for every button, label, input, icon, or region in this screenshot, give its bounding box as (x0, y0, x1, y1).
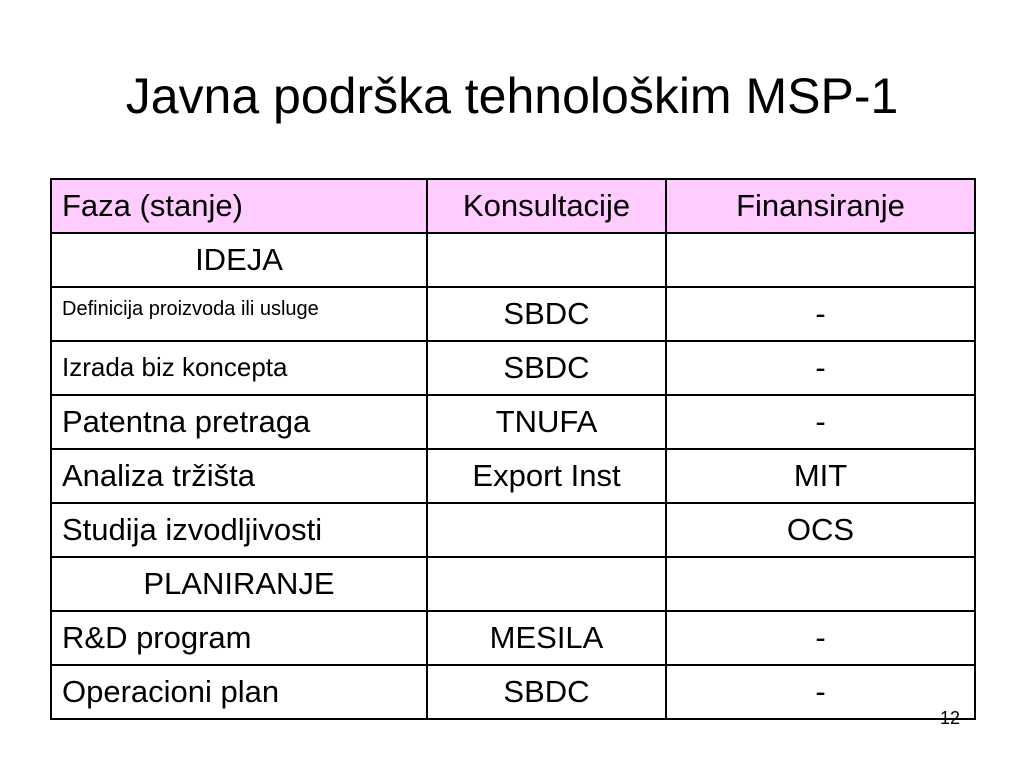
financing-cell: - (666, 341, 975, 395)
header-phase: Faza (stanje) (51, 179, 427, 233)
financing-cell: OCS (666, 503, 975, 557)
consulting-cell (427, 557, 666, 611)
table-row (51, 287, 975, 341)
financing-cell: - (666, 395, 975, 449)
financing-cell: - (666, 665, 975, 719)
table-row (51, 449, 975, 503)
phase-cell: Izrada biz koncepta (51, 341, 427, 395)
consulting-cell: SBDC (427, 287, 666, 341)
phase-cell: Operacioni plan (51, 665, 427, 719)
phase-cell: Studija izvodljivosti (51, 503, 427, 557)
phase-cell: Analiza tržišta (51, 449, 427, 503)
table-row (51, 503, 975, 557)
financing-cell (666, 233, 975, 287)
table-row (51, 557, 975, 611)
financing-cell (666, 557, 975, 611)
support-table (50, 178, 976, 720)
consulting-cell: SBDC (427, 341, 666, 395)
table-row (51, 611, 975, 665)
consulting-cell: SBDC (427, 665, 666, 719)
phase-cell: IDEJA (51, 233, 427, 287)
financing-cell: - (666, 287, 975, 341)
header-financing: Finansiranje (666, 179, 975, 233)
financing-cell: - (666, 611, 975, 665)
consulting-cell: MESILA (427, 611, 666, 665)
header-consulting: Konsultacije (427, 179, 666, 233)
phase-cell: Patentna pretraga (51, 395, 427, 449)
table-header-row (51, 179, 975, 233)
table-row (51, 341, 975, 395)
table-row (51, 395, 975, 449)
phase-cell: Definicija proizvoda ili usluge (51, 287, 427, 341)
slide-title: Javna podrška tehnološkim MSP-1 (125, 68, 899, 124)
table-row (51, 233, 975, 287)
phase-cell: PLANIRANJE (51, 557, 427, 611)
page-number: 12 (939, 708, 960, 728)
table-row (51, 665, 975, 719)
financing-cell: MIT (666, 449, 975, 503)
consulting-cell (427, 503, 666, 557)
consulting-cell: TNUFA (427, 395, 666, 449)
phase-cell: R&D program (51, 611, 427, 665)
consulting-cell: Export Inst (427, 449, 666, 503)
consulting-cell (427, 233, 666, 287)
